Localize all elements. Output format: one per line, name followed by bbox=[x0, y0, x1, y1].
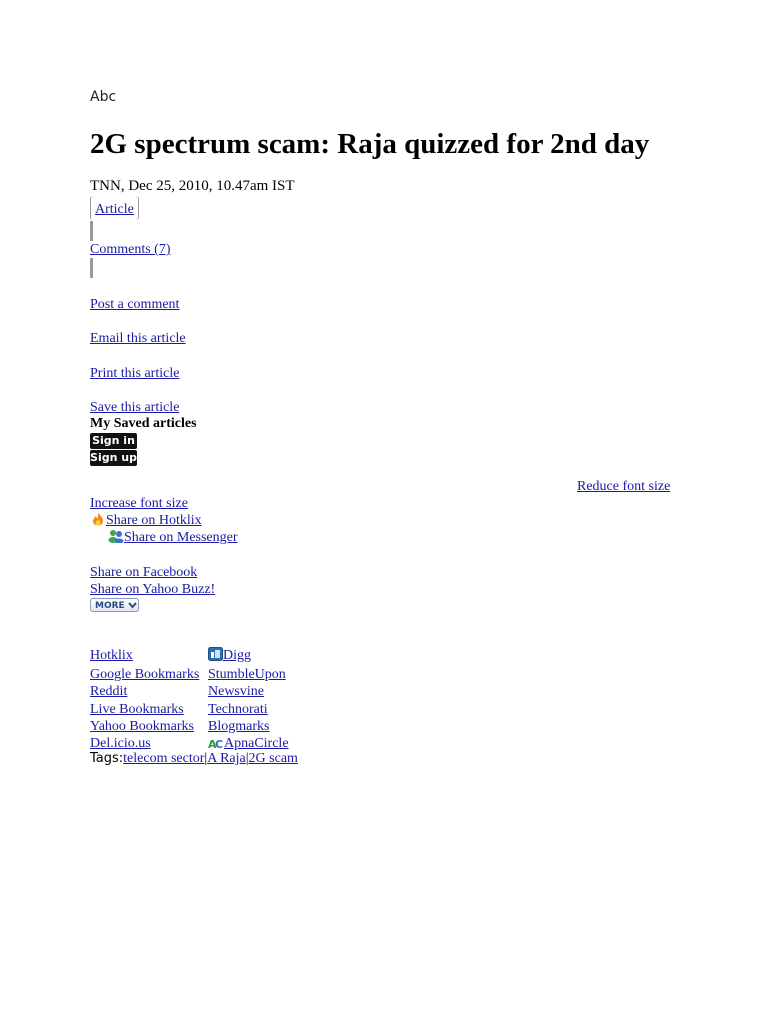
bookmark-yahoo-link[interactable]: Yahoo Bookmarks bbox=[90, 718, 194, 734]
bookmark-hotklix-link[interactable]: Hotklix bbox=[90, 648, 133, 663]
sign-in-button[interactable]: Sign in bbox=[90, 433, 137, 449]
increase-font-size-link[interactable]: Increase font size bbox=[90, 496, 188, 511]
bookmark-technorati-link[interactable]: Technorati bbox=[208, 701, 268, 717]
bookmark-newsvine-link[interactable]: Newsvine bbox=[208, 684, 264, 700]
bookmark-apnacircle-link[interactable]: ApnaCircle bbox=[224, 736, 289, 752]
more-button[interactable] bbox=[90, 598, 139, 612]
bookmark-delicious-link[interactable]: Del.icio.us bbox=[90, 736, 151, 752]
reduce-font-size-link[interactable]: Reduce font size bbox=[577, 479, 671, 494]
share-hotklix-link[interactable]: Share on Hotklix bbox=[106, 513, 202, 528]
bookmark-google-link[interactable]: Google Bookmarks bbox=[90, 667, 200, 683]
tags-label: Tags: bbox=[90, 751, 124, 766]
article-byline: TNN, Dec 25, 2010, 10.47am IST bbox=[90, 178, 295, 194]
tab-divider bbox=[90, 221, 93, 241]
messenger-buddies-icon bbox=[108, 529, 124, 548]
tag-link[interactable]: 2G scam bbox=[248, 751, 298, 766]
bookmark-live-link[interactable]: Live Bookmarks bbox=[90, 701, 184, 717]
save-article-link[interactable]: Save this article bbox=[90, 400, 180, 415]
bookmark-row bbox=[90, 718, 289, 735]
article-headline: 2G spectrum scam: Raja quizzed for 2nd day bbox=[90, 128, 650, 160]
more-button-label: MORE bbox=[95, 601, 125, 611]
site-label: Abc bbox=[90, 89, 117, 105]
svg-text:A: A bbox=[208, 738, 217, 750]
bookmark-row bbox=[90, 647, 289, 666]
flame-icon bbox=[90, 512, 106, 531]
bookmark-row bbox=[90, 666, 289, 683]
tab-divider bbox=[90, 258, 93, 278]
tag-link[interactable]: telecom sector bbox=[123, 751, 205, 766]
bookmark-blogmarks-link[interactable]: Blogmarks bbox=[208, 718, 270, 734]
share-messenger[interactable] bbox=[108, 529, 238, 548]
bookmark-stumbleupon-link[interactable]: StumbleUpon bbox=[208, 667, 286, 683]
article-tags bbox=[90, 751, 298, 767]
tab-article[interactable] bbox=[90, 196, 139, 220]
print-article-link[interactable]: Print this article bbox=[90, 366, 180, 381]
bookmark-reddit-link[interactable]: Reddit bbox=[90, 684, 128, 700]
share-messenger-link[interactable]: Share on Messenger bbox=[124, 530, 238, 545]
tab-article-label[interactable]: Article bbox=[95, 202, 134, 217]
sign-up-button[interactable]: Sign up bbox=[90, 451, 137, 464]
bookmark-links bbox=[90, 647, 289, 754]
tab-comments[interactable]: Comments (7) bbox=[90, 242, 171, 257]
svg-text:C: C bbox=[215, 738, 224, 750]
bookmark-row bbox=[90, 701, 289, 718]
share-facebook-link[interactable]: Share on Facebook bbox=[90, 565, 198, 580]
digg-icon bbox=[208, 647, 223, 666]
tag-separator: | bbox=[204, 751, 208, 766]
bookmark-digg-link[interactable]: Digg bbox=[223, 648, 251, 663]
email-article-link[interactable]: Email this article bbox=[90, 331, 186, 346]
bookmark-row bbox=[90, 683, 289, 700]
tag-separator: | bbox=[245, 751, 249, 766]
share-yahoo-buzz-link[interactable]: Share on Yahoo Buzz! bbox=[90, 582, 216, 597]
chevron-down-icon bbox=[128, 600, 137, 614]
tag-link[interactable]: A Raja bbox=[207, 751, 246, 766]
my-saved-articles-label: My Saved articles bbox=[90, 416, 197, 431]
post-comment-link[interactable]: Post a comment bbox=[90, 297, 180, 312]
